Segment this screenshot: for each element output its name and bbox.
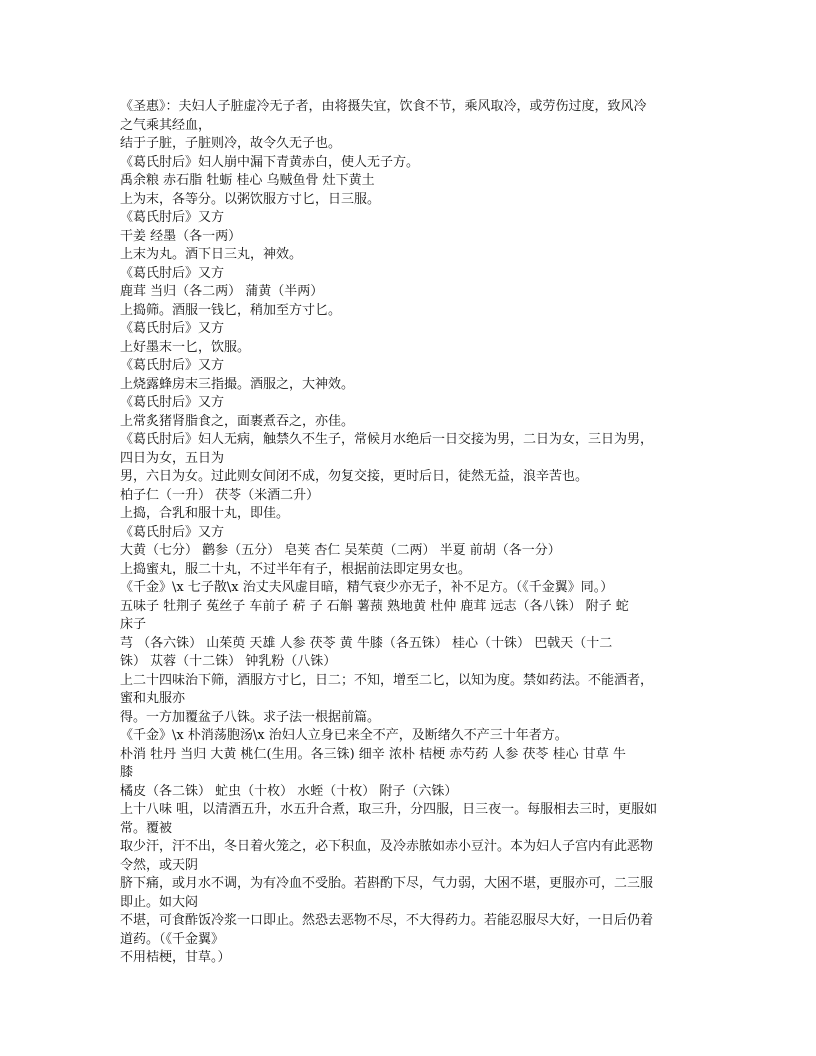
- text-line: 《葛氏肘后》又方: [120, 358, 225, 373]
- text-line: 不堪，可食酢饭冷浆一口即止。然恐去恶物不尽，不大得药力。若能忍服尽大好，一日后仍着: [120, 913, 654, 928]
- text-line: 蜜和丸服亦: [120, 691, 186, 706]
- text-line: 《葛氏肘后》又方: [120, 210, 225, 225]
- text-line: 上十八味 咀，以清酒五升，水五升合煮，取三升，分四服，日三夜一。每服相去三时，更服如: [120, 802, 658, 817]
- text-line: 结于子脏，子脏则冷，故令久无子也。: [120, 136, 342, 151]
- text-line: 脐下痛，或月水不调，为有冷血不受胎。若斟酌下尽，气力弱，大困不堪，更服亦可，二三服: [120, 876, 654, 891]
- text-line: 鹿茸 当归（各二两） 蒲黄（半两）: [120, 284, 324, 299]
- text-line: 《葛氏肘后》妇人无病，触禁久不生子，常候月水绝后一日交接为男，二日为女，三日为男，: [120, 432, 654, 447]
- text-line: 四日为女，五日为: [120, 450, 225, 466]
- text-line: 上捣蜜丸，服二十丸，不过半年有子，根据前法即定男女也。: [120, 561, 472, 577]
- text-line: 常。覆被: [120, 820, 173, 836]
- text-line: 上好墨末一匕，饮服。: [120, 339, 251, 355]
- text-line: 《千金》\x 朴消荡胞汤\x 治妇人立身已来全不产，及断绪久不产三十年者方。: [120, 728, 568, 743]
- text-line: 膝: [120, 765, 134, 780]
- document-text: [120, 98, 700, 968]
- text-line: 朴消 牡丹 当归 大黄 桃仁(生用。各三铢) 细辛 浓朴 桔梗 赤芍药 人参 茯苓 桂心 甘草 牛: [120, 746, 626, 762]
- text-line: 上末为丸。酒下日三丸，神效。: [120, 247, 303, 262]
- text-line: 得。一方加覆盆子八铢。求子法一根据前篇。: [120, 709, 381, 725]
- text-line: 干姜 经墨（各一两）: [120, 228, 242, 244]
- text-line: 芎 （各六铢） 山茱萸 天雄 人参 茯苓 黄 牛膝（各五铢） 桂心（十铢） 巴戟天（十二: [120, 635, 613, 651]
- text-line: 橘皮（各二铢） 虻虫（十枚） 水蛭（十枚） 附子（六铢）: [120, 783, 458, 799]
- text-line: 取少汗，汗不出，冬日着火笼之，必下积血，及冷赤脓如赤小豆汁。本为妇人子宫内有此恶物: [120, 839, 654, 854]
- text-line: 男，六日为女。过此则女间闭不成，勿复交接，更时后日，徒然无益，浪辛苦也。: [120, 469, 589, 484]
- text-line: 即止。如大闷: [120, 894, 199, 910]
- text-line: 上二十四味治下筛，酒服方寸匕，日二；不知，增至二匕，以知为度。禁如药法。不能酒者，: [120, 672, 654, 688]
- text-line: 柏子仁（一升） 茯苓（米酒二升）: [120, 487, 320, 503]
- text-line: 上捣，合乳和服十丸，即佳。: [120, 506, 290, 521]
- text-line: 《葛氏肘后》又方: [120, 395, 225, 410]
- text-line: 上烧露蜂房末三指撮。酒服之，大神效。: [120, 376, 355, 392]
- text-line: 《葛氏肘后》又方: [120, 321, 225, 336]
- text-line: 上常炙猪肾脂食之，面裹煮吞之，亦佳。: [120, 413, 355, 429]
- text-line: 上为末，各等分。以粥饮服方寸匕，日三服。: [120, 191, 381, 207]
- text-line: 《千金》\x 七子散\x 治丈夫风虚目暗，精气衰少亦无子，补不足方。（《千金翼》同。）: [120, 580, 614, 595]
- text-line: 床子: [120, 617, 147, 632]
- text-line: 上捣筛。酒服一钱匕，稍加至方寸匕。: [120, 302, 342, 318]
- text-line: 禹余粮 赤石脂 牡蛎 桂心 乌贼鱼骨 灶下黄土: [120, 173, 375, 188]
- text-line: 五味子 牡荆子 菟丝子 车前子 菥 子 石斛 薯蓣 熟地黄 杜仲 鹿茸 远志（各八铢） 附子 蛇: [120, 598, 629, 614]
- text-line: 道药。（《千金翼》: [120, 931, 225, 947]
- text-line: 《葛氏肘后》又方: [120, 524, 225, 540]
- text-line: 《圣惠》：夫妇人子脏虚冷无子者，由将摄失宜，饮食不节，乘风取冷，或劳伤过度，致风冷: [120, 99, 647, 114]
- text-line: 令然，或天阴: [120, 857, 199, 873]
- text-line: 之气乘其经血，: [120, 117, 212, 133]
- text-line: 不用桔梗，甘草。）: [120, 950, 231, 965]
- text-line: 《葛氏肘后》妇人崩中漏下青黄赤白，使人无子方。: [120, 154, 420, 170]
- text-line: 大黄（七分） 鹳参（五分） 皂荚 杏仁 吴茱萸（二两） 半夏 前胡（各一分）: [120, 543, 561, 558]
- text-line: 铢） 苁蓉（十二铢） 钟乳粉（八铢）: [120, 654, 337, 669]
- text-line: 《葛氏肘后》又方: [120, 265, 225, 281]
